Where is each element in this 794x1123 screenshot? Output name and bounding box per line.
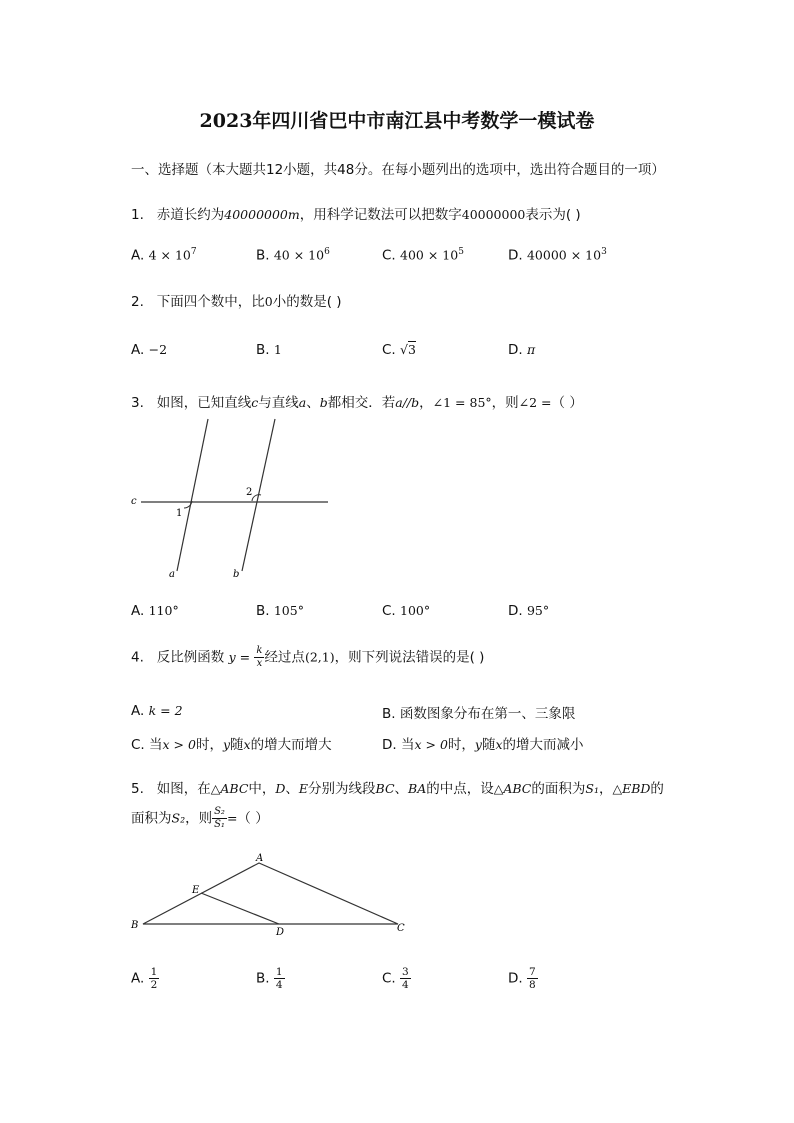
option-b: B. 105° <box>256 603 304 619</box>
question-1: 1. 赤道长约为40000000m，用科学记数法可以把数字40000000表示为( ) <box>131 207 581 223</box>
sqrt-symbol: √ <box>400 342 408 357</box>
label-1: 1 <box>176 508 183 519</box>
label-2: 2 <box>246 487 253 498</box>
label-C: C <box>397 923 405 934</box>
question-number: 4. <box>131 649 144 666</box>
option-a: A. −2 <box>131 342 168 358</box>
label-b: b <box>233 569 240 580</box>
option-b: B. $40 \times 10^6$ <box>256 247 330 264</box>
option-d: D. $40000 \times 10^3$ <box>508 247 607 264</box>
question-number: 3. <box>131 395 144 411</box>
option-b: B. 1 <box>256 342 282 358</box>
question-4: 4. 反比例函数 y = $\frac{k}{x}$ 经过点(2,1)，则下列说法错误的是( ) <box>131 645 485 669</box>
question-3: 3. 如图，已知直线c与直线a、b都相交．若a//b，∠1 = 85°，则∠2 =（ ） <box>131 395 583 411</box>
fraction-s2-over-s1: $\frac{\text{S₂}}{\text{S₁}}$ <box>214 806 225 830</box>
question-number: 5. <box>131 781 144 797</box>
option-d: D. $\frac{7}{8}$ <box>508 966 536 991</box>
option-a: A. 110° <box>131 603 179 619</box>
option-d: D. π <box>508 342 536 358</box>
question-number: 1. <box>131 207 144 223</box>
section-header: 一、选择题（本大题共12小题，共48分。在每小题列出的选项中，选出符合题目的一项） <box>131 162 665 178</box>
segment-ed <box>201 893 279 924</box>
option-c: C. √3 <box>382 342 416 358</box>
option-c: C. $400 \times 10^5$ <box>382 247 464 264</box>
question-5: 5. 如图，在△ABC中，D、E分别为线段BC、BA的中点，设△ABC的面积为S₁，△EBD的 <box>131 781 664 797</box>
question-2: 2. 下面四个数中，比0小的数是( ) <box>131 294 342 310</box>
label-D: D <box>276 927 285 938</box>
triangle-abc <box>143 863 398 924</box>
option-a: A. $4 \times 10^7$ <box>131 247 197 264</box>
label-E: E <box>192 885 200 896</box>
fraction-k-over-x: $\frac{k}{x}$ <box>256 645 263 669</box>
option-d: D. 当x > 0时，y随x的增大而减小 <box>382 737 584 753</box>
label-B: B <box>131 920 139 931</box>
parallel-lines-figure <box>125 415 335 585</box>
label-a: a <box>169 569 175 580</box>
page-title: 2023年四川省巴中市南江县中考数学一模试卷 <box>199 110 595 132</box>
question-5-line-2: 面积为S₂，则 $\frac{\text{S₂}}{\text{S₁}}$ =（ ） <box>131 806 269 830</box>
option-a: A. $\frac{1}{2}$ <box>131 966 158 991</box>
option-a: A. k = 2 <box>131 703 183 719</box>
option-c: C. 100° <box>382 603 431 619</box>
option-b: B. 函数图象分布在第一、三象限 <box>382 706 576 722</box>
label-A: A <box>256 853 264 864</box>
option-b: B. $\frac{1}{4}$ <box>256 966 283 991</box>
line-a <box>177 419 208 571</box>
option-c: C. $\frac{3}{4}$ <box>382 966 409 991</box>
triangle-figure <box>125 850 415 940</box>
option-d: D. 95° <box>508 603 550 619</box>
option-c: C. 当x > 0时，y随x的增大而增大 <box>131 737 332 753</box>
label-c: c <box>131 496 137 507</box>
angle-2-arc <box>252 495 261 501</box>
question-number: 2. <box>131 294 144 310</box>
